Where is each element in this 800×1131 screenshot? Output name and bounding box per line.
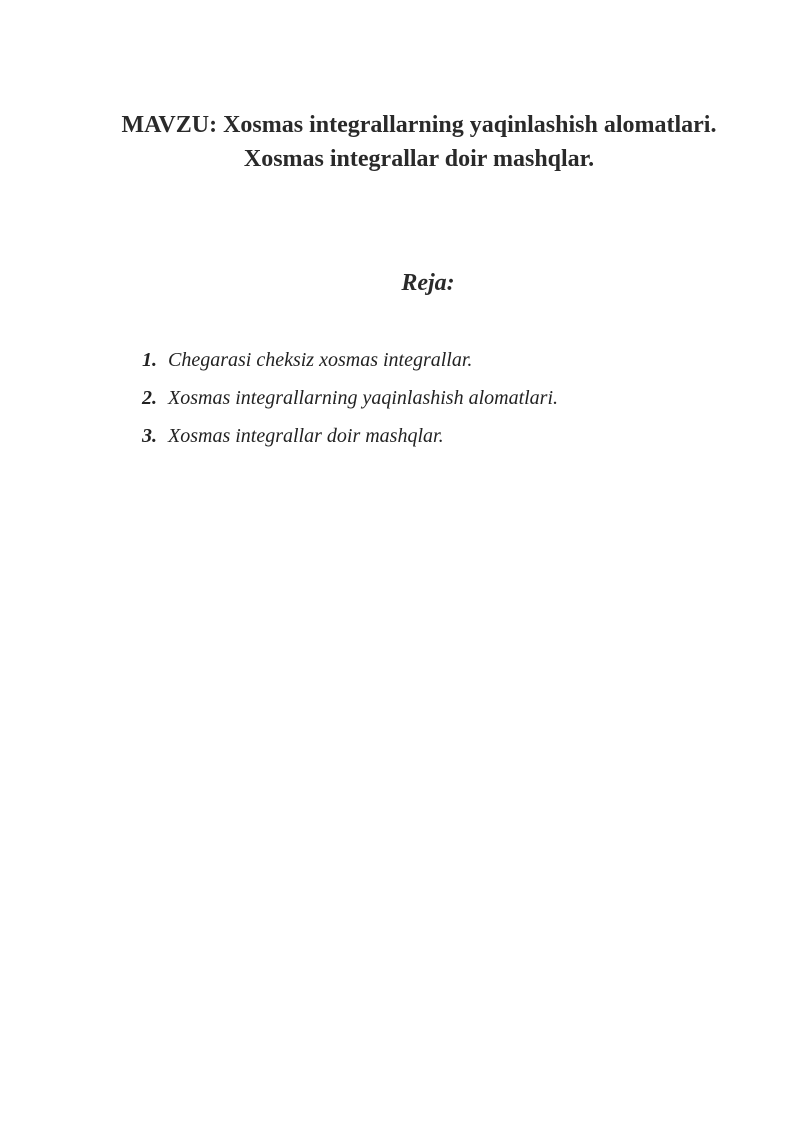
plan-heading: Reja: <box>401 270 455 296</box>
plan-item-text: Chegarasi cheksiz xosmas integrallar. <box>168 349 473 371</box>
plan-item-text: Xosmas integrallarning yaqinlashish alomatlari. <box>168 387 559 409</box>
plan-item-number: 1. <box>142 349 157 371</box>
plan-item-3 <box>142 422 558 450</box>
topic-title-line-2: Xosmas integrallar doir mashqlar. <box>243 146 595 172</box>
plan-item-number: 3. <box>142 425 157 447</box>
topic-title <box>0 108 800 176</box>
plan-item-1 <box>142 346 558 374</box>
plan-item-number: 2. <box>142 387 157 409</box>
topic-title-line-1: MAVZU: Xosmas integrallarning yaqinlashish alomatlari. <box>121 112 717 138</box>
plan-list <box>142 346 558 460</box>
plan-item-text: Xosmas integrallar doir mashqlar. <box>168 425 444 447</box>
plan-item-2 <box>142 384 558 412</box>
